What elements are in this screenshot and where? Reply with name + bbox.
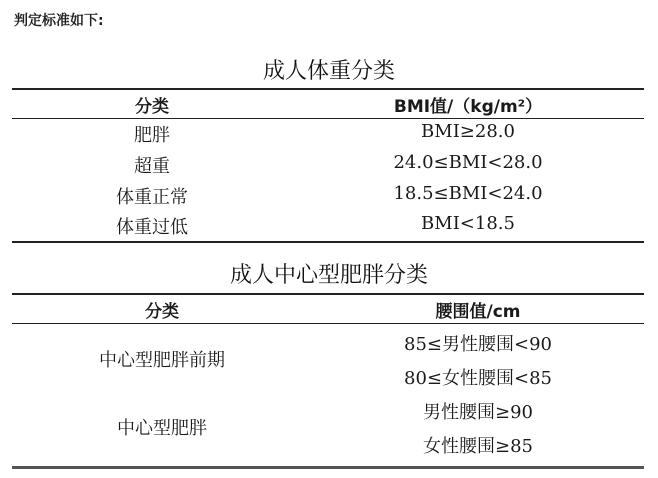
bmi-row-value: BMI<18.5 — [421, 213, 515, 234]
waist-header-value: 腰围值/cm — [435, 302, 521, 322]
bmi-row-value: 18.5≤BMI<24.0 — [393, 183, 543, 204]
waist-group-value: 85≤男性腰围<90 — [404, 334, 552, 355]
waist-table-title: 成人中心型肥胖分类 — [229, 263, 428, 288]
waist-group-category: 中心型肥胖前期 — [99, 350, 225, 371]
waist-group-value: 80≤女性腰围<85 — [404, 368, 552, 389]
bmi-header-rule — [12, 118, 644, 119]
bmi-row-category: 超重 — [134, 156, 170, 177]
bmi-top-rule — [12, 88, 644, 90]
waist-group-value: 男性腰围≥90 — [423, 402, 533, 423]
waist-group-category: 中心型肥胖 — [117, 418, 207, 439]
bmi-row-category: 肥胖 — [134, 125, 170, 146]
bmi-row-value: 24.0≤BMI<28.0 — [393, 152, 543, 173]
bmi-table-title: 成人体重分类 — [262, 59, 395, 84]
bmi-row-category: 体重过低 — [116, 217, 188, 238]
bmi-bottom-rule — [12, 241, 644, 243]
bmi-header-value: BMI值/（kg/m²） — [393, 97, 543, 117]
intro-text: 判定标准如下: — [14, 13, 104, 29]
waist-header-rule — [12, 323, 644, 324]
bmi-header-category: 分类 — [135, 97, 169, 117]
bmi-row-value: BMI≥28.0 — [421, 121, 515, 142]
bmi-row-category: 体重正常 — [116, 187, 188, 208]
waist-header-category: 分类 — [145, 302, 179, 322]
waist-group-value: 女性腰围≥85 — [423, 436, 533, 457]
waist-top-rule — [12, 293, 644, 295]
waist-bottom-rule — [12, 466, 644, 469]
